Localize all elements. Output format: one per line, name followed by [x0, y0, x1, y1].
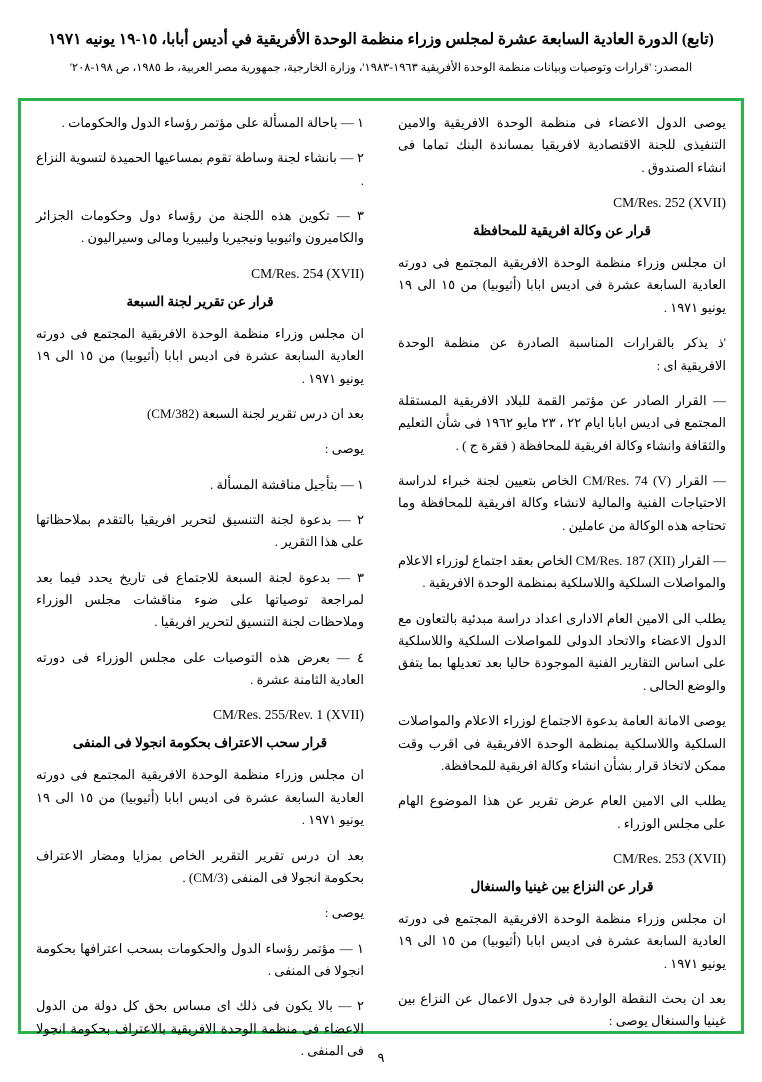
resolution-id: CM/Res. 255/Rev. 1 (XVII): [213, 707, 364, 723]
paragraph: يوصى :: [324, 441, 364, 457]
paragraph: — القرار CM/Res. 187 (XII) الخاص بعقد اجتماع لوزراء الاعلام والمواصلات السلكية واللاسلكية بمنظمة الوحدة الافريقية .: [398, 553, 727, 591]
resolution-title: قرار عن تقرير لجنة السبعة: [126, 293, 274, 309]
page-header: [0, 0, 762, 78]
paragraph: ٣ — بدعوة لجنة السبعة للاجتماع فى تاريخ يحدد فيما بعد لمراجعة توصياتها على ضوء مناقشات مجلس الوزراء وملاحظات لجنة التنسيق لتحرير افريقيا .: [36, 569, 364, 630]
page-number: ٩: [377, 1050, 385, 1065]
paragraph: ان مجلس وزراء منظمة الوحدة الافريقية المجتمع فى دورته العادية السابعة عشرة فى اديس ابابا (أثيوبيا) من ١٥ الى ١٩ يونيو ١٩٧١ .: [36, 767, 364, 828]
paragraph: ١ — بتأجيل مناقشة المسألة .: [210, 476, 364, 492]
paragraph: يوصى الدول الاعضاء فى منظمة الوحدة الافريقية والامين التنفيذى للجنة الاقتصادية لافريقيا بمساندة البنك تماما فى انشاء الصندوق .: [398, 115, 726, 175]
paragraph: 'ذ يذكر بالقرارات المناسبة الصادرة عن منظمة الوحدة الافريقية اى :: [398, 335, 726, 373]
paragraph: يطلب الى الامين العام عرض تقرير عن هذا الموضوع الهام على مجلس الوزراء .: [398, 793, 726, 831]
paragraph: بعد ان درس تقرير لجنة السبعة (CM/382): [146, 405, 364, 421]
paragraph: يطلب الى الامين العام الادارى اعداد دراسة مبدئية بالتعاون مع الدول الاعضاء والاتحاد الدولى للمواصلات السلكية واللاسلكية على اساس التقارير الفنية الموجودة حاليا بعد تعديلها بما يتفق والوضع الحالى .: [398, 610, 726, 693]
resolution-id: CM/Res. 253 (XVII): [613, 850, 726, 866]
paragraph: ٢ — بانشاء لجنة وساطة تقوم بمساعيها الحميدة لتسوية النزاع .: [36, 150, 364, 188]
paragraph: ٤ — بعرض هذه التوصيات على مجلس الوزراء فى دورته العادية الثامنة عشرة .: [36, 649, 364, 688]
paragraph: ان مجلس وزراء منظمة الوحدة الافريقية المجتمع فى دورته العادية السابعة عشرة فى اديس ابابا (أثيوبيا) من ١٥ الى ١٩ يونيو ١٩٧١ .: [398, 910, 726, 971]
page-title: (تابع) الدورة العادية السابعة عشرة لمجلس وزراء منظمة الوحدة الأفريقية في أديس أبابا، ١٥-١٩ يونيه ١٩٧١: [48, 31, 714, 48]
resolution-title: قرار عن النزاع بين غينيا والسنغال: [470, 878, 654, 894]
paragraph: ان مجلس وزراء منظمة الوحدة الافريقية المجتمع فى دورته العادية السابعة عشرة فى اديس ابابا (أثيوبيا) من ١٥ الى ١٩ يونيو ١٩٧١ .: [36, 325, 364, 386]
resolution-id: CM/Res. 252 (XVII): [613, 195, 726, 211]
paragraph: — القرار CM/Res. 74 (V) الخاص بتعيين لجنة خبراء لدراسة الاحتياجات الفنية والمالية لانشاء وكالة افريقية للمحافظة وما تحتاجه هذه الوكالة من عاملين .: [398, 472, 726, 533]
paragraph: — القرار الصادر عن مؤتمر القمة للبلاد الافريقية المستقلة المجتمع فى اديس ابابا ايام ٢٢ ، ٢٣ مايو ١٩٦٢ فى شأن التعليم والثقافة وانشاء وكالة افريقية للمحافظة ( فقرة ج ) .: [398, 392, 726, 453]
column-right: [398, 112, 727, 1029]
paragraph: بعد ان درس تقرير التقرير الخاص بمزايا ومضار الاعتراف بحكومة انجولا فى المنفى (CM/3) .: [36, 847, 364, 885]
column-left: [36, 112, 364, 1059]
two-column-body: [36, 112, 727, 1059]
resolution-id: CM/Res. 254 (XVII): [251, 265, 364, 281]
paragraph: ١ — مؤتمر رؤساء الدول والحكومات بسحب اعترافها بحكومة انجولا فى المنفى .: [36, 940, 364, 978]
paragraph: ٢ — بالا يكون فى ذلك اى مساس بحق كل دولة من الدول الاعضاء فى منظمة الوحدة الافريقية بالاعتراف بحكومة انجولا فى المنفى .: [36, 998, 364, 1059]
paragraph: ان مجلس وزراء منظمة الوحدة الافريقية المجتمع فى دورته العادية السابعة عشرة فى اديس ابابا (أثيوبيا) من ١٥ الى ١٩ يونيو ١٩٧١ .: [398, 255, 726, 315]
paragraph: يوصى الامانة العامة بدعوة الاجتماع لوزراء الاعلام والمواصلات السلكية واللاسلكية بمنظمة الوحدة الافريقية فى اقرب وقت ممكن لاتخاذ قرار بشأن انشاء وكالة افريقية للمحافظة.: [398, 713, 726, 773]
paragraph: ٢ — بدعوة لجنة التنسيق لتحرير افريقيا بالتقدم بملاحظاتها على هذا التقرير .: [36, 511, 364, 550]
paragraph: ٣ — تكوين هذه اللجنة من رؤساء دول وحكومات الجزائر والكاميرون واثيوبيا ونيجيريا وليبيريا ومالى وسيراليون .: [36, 208, 364, 246]
paragraph: يوصى :: [324, 905, 364, 921]
paragraph: ١ — باحالة المسألة على مؤتمر رؤساء الدول والحكومات .: [61, 115, 364, 130]
source-note: المصدر: 'قرارات وتوصيات وبيانات منظمة الوحدة الأفريقية ١٩٦٣-١٩٨٣'، وزارة الخارجية، جمهورية مصر العربية، ط ١٩٨٥، ص ١٩٨-٢٠٨': [69, 62, 693, 75]
resolution-title: قرار عن وكالة افريقية للمحافظة: [473, 223, 651, 239]
resolution-title: قرار سحب الاعتراف بحكومة انجولا فى المنفى: [72, 735, 328, 751]
paragraph: بعد ان بحث النقطة الواردة فى جدول الاعمال عن النزاع بين غينيا والسنغال يوصى :: [398, 991, 726, 1029]
